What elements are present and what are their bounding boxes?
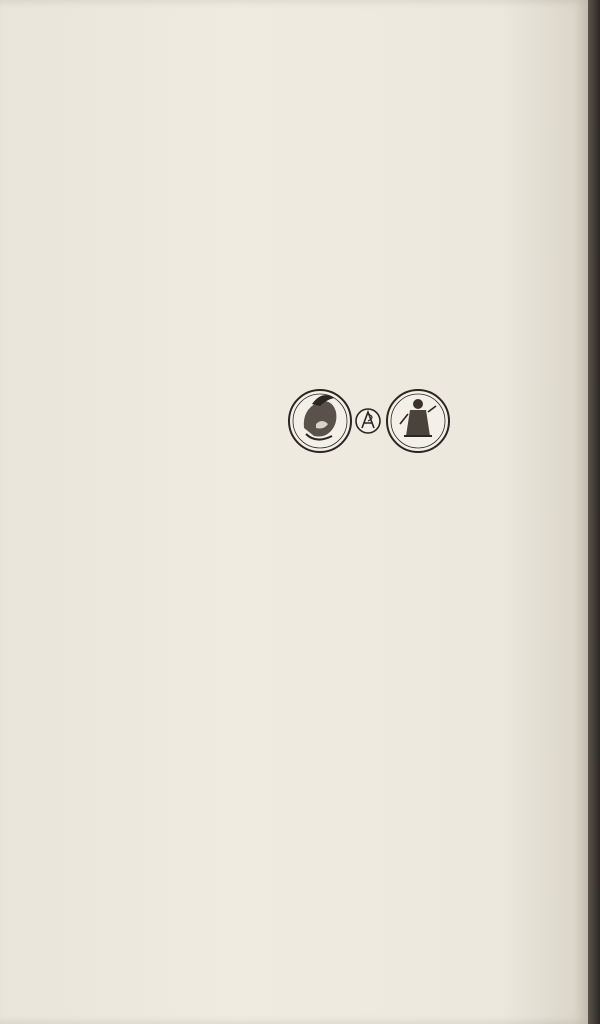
seated-figure-coin-icon	[387, 390, 449, 452]
helmeted-head-coin-icon	[289, 390, 351, 452]
commentary-text	[104, 4, 574, 14]
monogram-coin-icon	[356, 409, 380, 433]
book-gutter-edge	[588, 0, 600, 1024]
dropcap	[112, 497, 116, 499]
commentary-final-line	[104, 4, 574, 14]
section-body-erythraei	[112, 497, 582, 499]
coin-illustrations	[286, 384, 456, 458]
commentary-block	[104, 4, 574, 14]
